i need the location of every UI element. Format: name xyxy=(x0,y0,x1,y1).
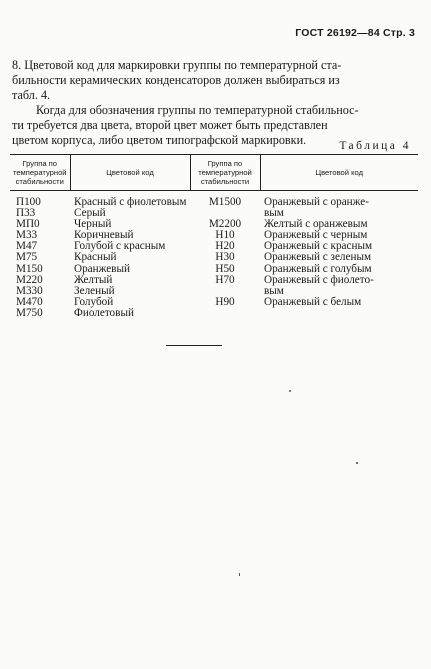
left-code: МП0 xyxy=(16,218,40,231)
left-code: М150 xyxy=(16,262,43,275)
right-code: Н10 xyxy=(215,229,235,242)
right-color: Оранжевый с красным xyxy=(264,240,373,253)
right-color: вым xyxy=(264,207,284,220)
right-code: М1500 xyxy=(208,196,242,208)
left-color: Фиолетовый xyxy=(74,306,134,319)
right-code: Н30 xyxy=(215,251,235,264)
paragraph-line: бильности керамических конденсаторов должен выбираться из xyxy=(12,73,340,87)
end-rule xyxy=(166,345,222,346)
left-color: Черный xyxy=(74,218,112,231)
left-code: М470 xyxy=(16,295,43,308)
table-caption: Таблица 4 xyxy=(339,140,411,152)
scan-speck xyxy=(289,390,291,392)
left-code: П100 xyxy=(16,196,41,208)
left-code: М33 xyxy=(16,229,38,242)
left-code: М750 xyxy=(16,306,43,319)
table-header-row xyxy=(10,155,418,191)
color-code-table xyxy=(10,154,418,319)
paragraph-8 xyxy=(12,58,412,103)
right-color: Желтый с оранжевым xyxy=(264,218,368,231)
header-group-left: Группа по температурной стабильности xyxy=(10,155,70,191)
right-code: Н70 xyxy=(215,273,235,286)
paragraph-line: табл. 4. xyxy=(12,88,51,102)
left-color: Голубой с красным xyxy=(74,240,166,253)
left-color: Желтый xyxy=(74,273,113,286)
paragraph-line: 8. Цветовой код для маркировки группы по температурной ста- xyxy=(12,58,342,72)
left-code: М47 xyxy=(16,240,38,253)
right-color: Оранжевый с голубым xyxy=(264,262,372,275)
right-code: М2200 xyxy=(208,218,242,231)
left-color: Коричневый xyxy=(74,229,134,242)
left-color: Оранжевый xyxy=(74,262,130,275)
right-color: Оранжевый с оранже- xyxy=(264,196,369,208)
left-code: М220 xyxy=(16,273,43,286)
left-color: Красный xyxy=(74,251,117,264)
right-code: Н20 xyxy=(215,240,235,253)
right-codes-cell xyxy=(190,191,260,320)
left-code: М330 xyxy=(16,284,43,297)
right-color: Оранжевый с черным xyxy=(264,229,368,242)
left-colors-cell xyxy=(70,191,190,320)
header-color-left: Цветовой код xyxy=(70,155,190,191)
left-color: Серый xyxy=(74,207,106,220)
header-group-right: Группа по температурной стабильности xyxy=(190,155,260,191)
right-colors-cell xyxy=(260,191,418,320)
left-code: П33 xyxy=(16,207,36,220)
scan-speck xyxy=(356,462,358,464)
scan-speck xyxy=(239,573,240,576)
right-color: Оранжевый с зеленым xyxy=(264,251,372,264)
page-header: ГОСТ 26192—84 Стр. 3 xyxy=(295,27,415,39)
header-color-right: Цветовой код xyxy=(260,155,418,191)
table-body-row xyxy=(10,191,418,320)
left-codes-cell xyxy=(10,191,70,320)
left-color: Зеленый xyxy=(74,284,115,297)
right-code: Н50 xyxy=(215,262,235,275)
right-color: Оранжевый с белым xyxy=(264,295,362,308)
right-color: вым xyxy=(264,284,284,297)
right-color: Оранжевый с фиолето- xyxy=(264,273,374,286)
paragraph-line: Когда для обозначения группы по температурной стабильнос- xyxy=(36,103,359,117)
paragraph-line: ти требуется два цвета, второй цвет может быть представлен xyxy=(12,118,328,132)
left-color: Голубой xyxy=(74,295,114,308)
left-code: М75 xyxy=(16,251,38,264)
paragraph-line: цветом корпуса, либо цветом типографской маркировки. xyxy=(12,133,307,147)
right-code: Н90 xyxy=(215,295,235,308)
left-color: Красный с фиолетовым xyxy=(74,196,187,208)
